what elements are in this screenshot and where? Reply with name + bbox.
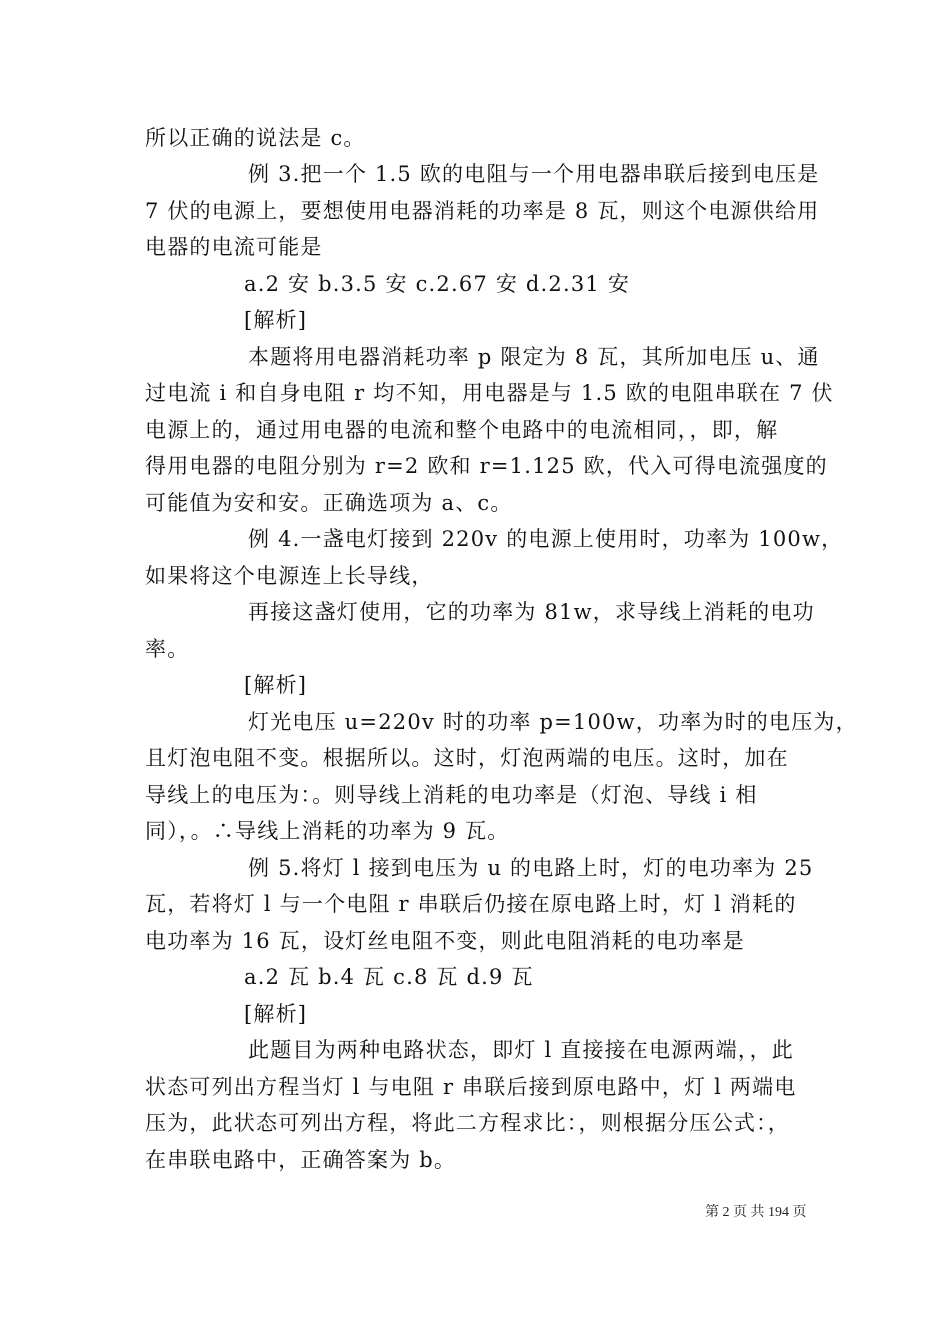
paragraph-line: 如果将这个电源连上长导线， (145, 564, 434, 588)
page-number: 第 2 页 共 194 页 (705, 1205, 807, 1220)
paragraph-line: 灯光电压 u=220v 时的功率 p=100w，功率为时的电压为， (248, 710, 858, 734)
paragraph-line: 7 伏的电源上，要想使用电器消耗的功率是 8 瓦，则这个电源供给用 (145, 199, 820, 223)
paragraph-line: 本题将用电器消耗功率 p 限定为 8 瓦，其所加电压 u、通 (248, 345, 820, 369)
paragraph-line: 过电流 i 和自身电阻 r 均不知，用电器是与 1.5 欧的电阻串联在 7 伏 (145, 381, 834, 405)
analysis-heading: [解析] (244, 308, 308, 332)
paragraph-line: 此题目为两种电路状态，即灯 l 直接接在电源两端，，此 (248, 1038, 794, 1062)
paragraph-line: 可能值为安和安。正确选项为 a、c。 (145, 491, 513, 515)
analysis-heading: [解析] (244, 673, 308, 697)
paragraph-line: 电功率为 16 瓦，设灯丝电阻不变，则此电阻消耗的电功率是 (145, 929, 745, 953)
paragraph-line: 导线上的电压为：。则导线上消耗的电功率是（灯泡、导线 i 相 (145, 783, 758, 807)
paragraph-line: 得用电器的电阻分别为 r=2 欧和 r=1.125 欧，代入可得电流强度的 (145, 454, 828, 478)
paragraph-line: 且灯泡电阻不变。根据所以。这时，灯泡两端的电压。这时，加在 (145, 746, 789, 770)
paragraph-line: 状态可列出方程当灯 l 与电阻 r 串联后接到原电路中，灯 l 两端电 (145, 1075, 797, 1099)
example-5-heading: 例 5.将灯 l 接到电压为 u 的电路上时，灯的电功率为 25 (248, 856, 814, 880)
paragraph-line: 在串联电路中，正确答案为 b。 (145, 1148, 457, 1172)
paragraph-line: 率。 (145, 637, 190, 661)
answer-options: a.2 瓦 b.4 瓦 c.8 瓦 d.9 瓦 (244, 965, 534, 989)
analysis-heading: [解析] (244, 1002, 308, 1026)
paragraph-line: 压为，此状态可列出方程，将此二方程求比：，则根据分压公式：， (145, 1111, 790, 1135)
paragraph-line: 再接这盏灯使用，它的功率为 81w，求导线上消耗的电功 (248, 600, 815, 624)
paragraph-line: 电源上的，通过用电器的电流和整个电路中的电流相同，，即，解 (145, 418, 779, 442)
paragraph-line: 所以正确的说法是 c。 (145, 126, 366, 150)
paragraph-line: 电器的电流可能是 (145, 235, 323, 259)
example-4-heading: 例 4.一盏电灯接到 220v 的电源上使用时，功率为 100w， (248, 527, 844, 551)
answer-options: a.2 安 b.3.5 安 c.2.67 安 d.2.31 安 (244, 272, 631, 296)
paragraph-line: 瓦，若将灯 l 与一个电阻 r 串联后仍接在原电路上时，灯 l 消耗的 (145, 892, 797, 916)
example-3-heading: 例 3.把一个 1.5 欧的电阻与一个用电器串联后接到电压是 (248, 162, 820, 186)
paragraph-line: 同），。∴导线上消耗的功率为 9 瓦。 (145, 819, 510, 843)
